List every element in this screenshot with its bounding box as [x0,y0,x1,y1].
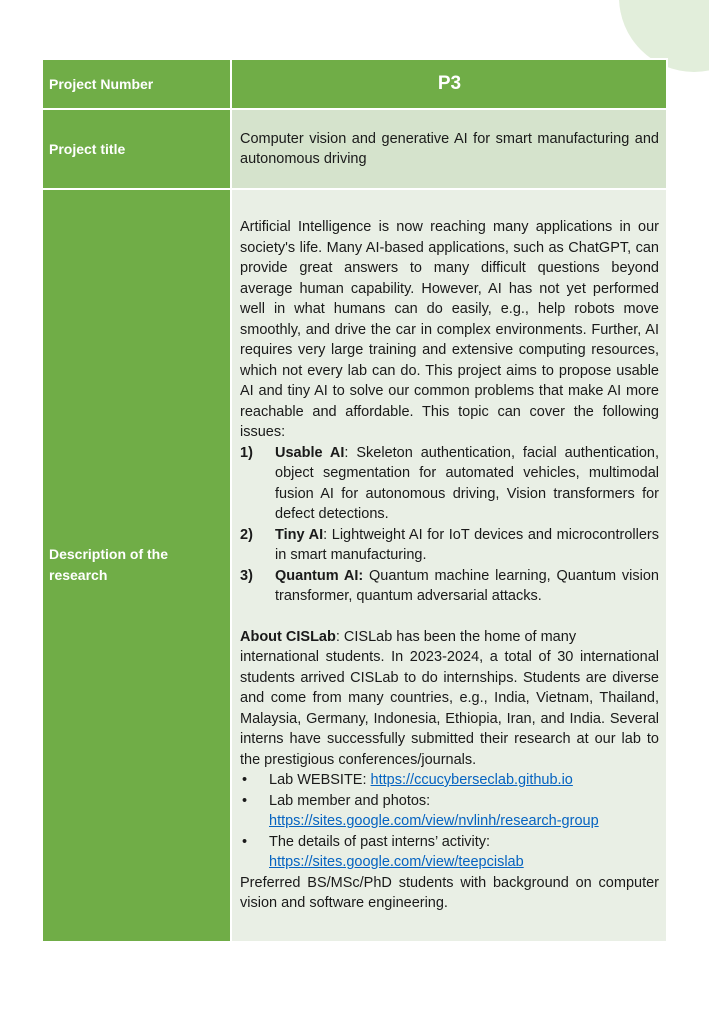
research-group-link[interactable]: https://sites.google.com/view/nvlinh/research-group [269,813,599,829]
project-title-label: Project title [42,109,231,189]
website-link[interactable]: https://ccucyberseclab.github.io [370,772,573,788]
link-item [240,832,659,873]
project-number-row [42,59,667,109]
issue-separator: : [323,526,332,543]
about-first-text: : CISLab has been the home of many [335,628,577,645]
issue-number: 2) [240,526,253,543]
interns-activity-link[interactable]: https://sites.google.com/view/teepcislab [269,854,524,870]
description-label: Description of the research [42,189,231,942]
issue-text: Skeleton authentication, facial authentication, object segmentation for automated vehicles, multimodal fusion AI for autonomous driving, Vision transformers for defect detections. [275,444,659,522]
issue-item [240,443,659,525]
issue-item [240,525,659,566]
about-title: About CISLab [240,628,336,645]
link-item [240,770,659,791]
issue-number: 1) [240,444,253,461]
issue-text: Quantum machine learning, Quantum vision transformer, quantum adversarial attacks. [275,567,659,604]
project-number-value: P3 [231,59,667,109]
link-label: Lab member and photos: [269,792,431,809]
issue-title: Tiny AI [275,526,324,543]
bullet-icon: • [242,833,248,850]
about-first-line [240,627,659,648]
link-item [240,791,659,832]
issue-number: 3) [240,567,253,584]
description-row [42,189,667,942]
issue-item [240,566,659,607]
description-intro: Artificial Intelligence is now reaching many applications in our society's life. Many AI-based applications, such as ChatGPT, can provide great answers to many difficult questions beyond average human capability. However, AI has not yet performed well in what humans can do easily, e.g., help robots move smoothly, and drive the car in complex environments. Further, AI requires very large training and extensive computing resources, which not every lab can do. This project aims to propose usable AI and tiny AI to solve our common problems that make AI more reachable and affordable. This topic can cover the following issues: [240,219,659,440]
issue-title: Usable AI [275,444,345,461]
links-list [240,770,659,873]
issue-text: Lightweight AI for IoT devices and microcontrollers in smart manufacturing. [275,526,659,563]
link-label: Lab WEBSITE: [269,772,371,788]
bullet-icon: • [242,792,248,809]
closing-text: Preferred BS/MSc/PhD students with background on computer vision and software engineering. [240,874,659,911]
project-number-label: Project Number [42,59,231,109]
description-body [231,189,667,942]
about-text: international students. In 2023-2024, a total of 30 international students arrived CISLab to do internships. Students are diverse and come from many countries, e.g., India, Vietnam, Thailand, Malaysia, Germany, Indonesia, Ethiopia, Iran, and India. Several interns have successfully submitted their research at our lab to the prestigious conferences/journals. [240,649,659,768]
bullet-icon: • [242,772,248,788]
link-label: The details of past interns’ activity: [269,833,491,850]
issue-separator: : [344,444,357,461]
project-title-row [42,109,667,189]
project-table [41,58,668,943]
issue-title: Quantum AI: [275,567,364,584]
project-title-value: Computer vision and generative AI for smart manufacturing and autonomous driving [231,109,667,189]
issues-list [240,443,659,607]
